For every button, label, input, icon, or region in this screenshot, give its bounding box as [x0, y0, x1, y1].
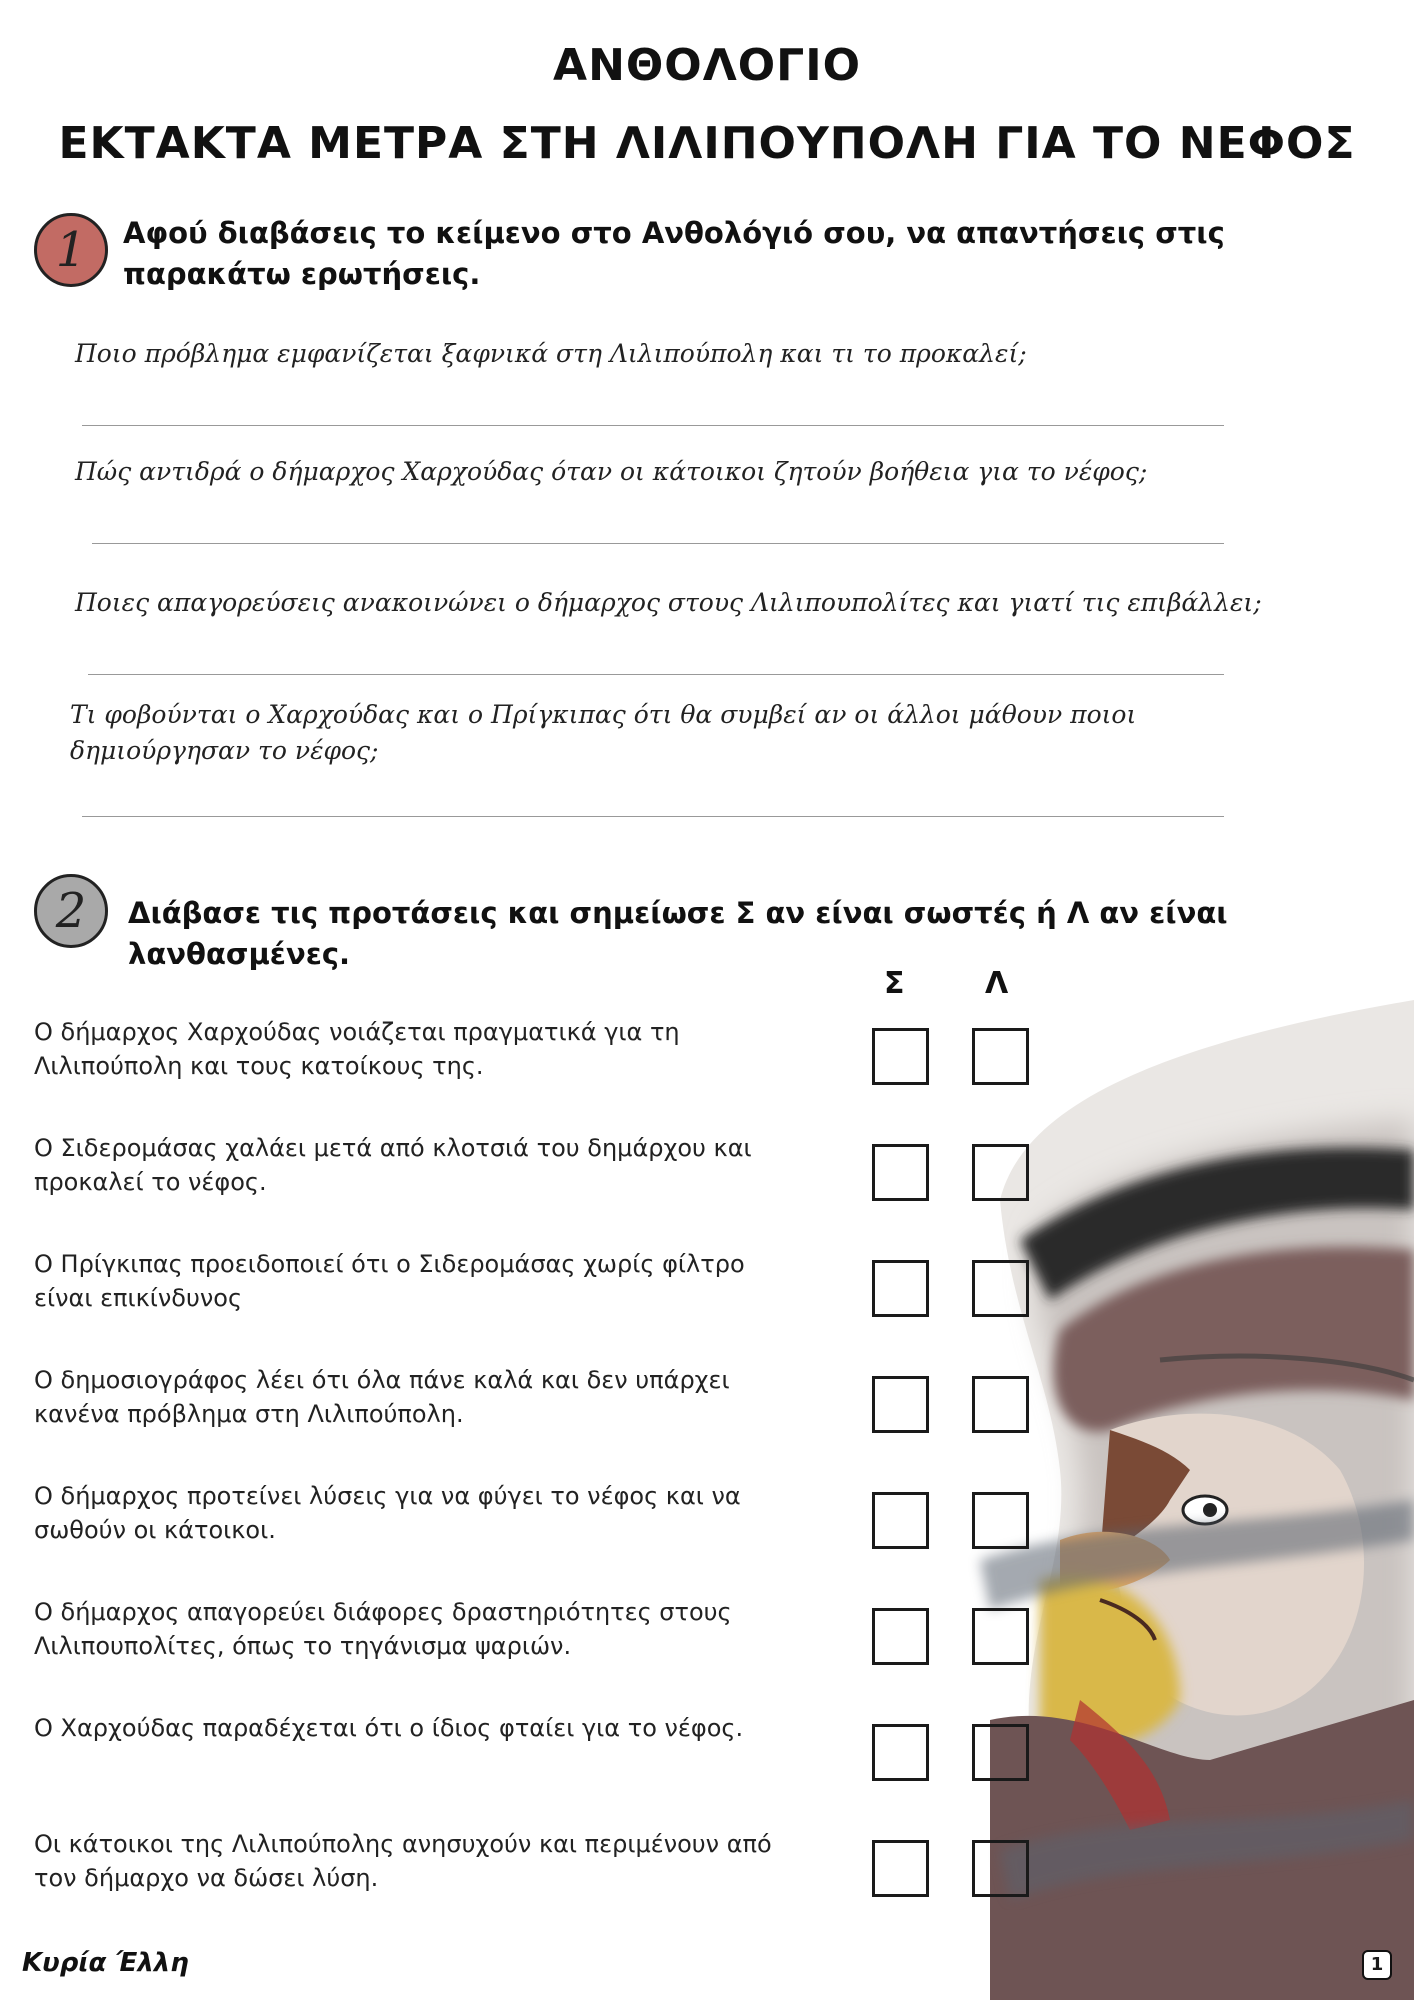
false-checkbox-7[interactable]: [972, 1724, 1029, 1781]
false-checkbox-2[interactable]: [972, 1144, 1029, 1201]
column-header-true: Σ: [884, 966, 905, 1001]
section-1-instruction: Αφού διαβάσεις το κείμενο στο Ανθολόγιό σου, να απαντήσεις στις παρακάτω ερωτήσεις.: [123, 216, 1225, 291]
answer-line-4[interactable]: [82, 816, 1224, 817]
statement-8: Οι κάτοικοι της Λιλιπούπολης ανησυχούν και περιμένουν από τον δήμαρχο να δώσει λύση.: [34, 1830, 772, 1892]
false-checkbox-3[interactable]: [972, 1260, 1029, 1317]
question-2: Πώς αντιδρά ο δήμαρχος Χαρχούδας όταν οι κάτοικοι ζητούν βοήθεια για το νέφος;: [75, 457, 1148, 486]
page-title: ΑΝΘΟΛΟΓΙΟ: [553, 40, 861, 91]
statement-3: Ο Πρίγκιπας προειδοποιεί ότι ο Σιδερομάσας χωρίς φίλτρο είναι επικίνδυνος: [34, 1250, 745, 1312]
false-checkbox-6[interactable]: [972, 1608, 1029, 1665]
section-2-instruction: Διάβασε τις προτάσεις και σημείωσε Σ αν είναι σωστές ή Λ αν είναι λανθασμένες.: [128, 896, 1228, 971]
answer-line-2[interactable]: [92, 543, 1224, 544]
statement-7: Ο Χαρχούδας παραδέχεται ότι ο ίδιος φταίει για το νέφος.: [34, 1714, 744, 1742]
true-checkbox-8[interactable]: [872, 1840, 929, 1897]
statement-1: Ο δήμαρχος Χαρχούδας νοιάζεται πραγματικά για τη Λιλιπούπολη και τους κατοίκους της.: [34, 1018, 680, 1080]
question-1: Ποιο πρόβλημα εμφανίζεται ξαφνικά στη Λιλιπούπολη και τι το προκαλεί;: [75, 339, 1027, 368]
true-checkbox-1[interactable]: [872, 1028, 929, 1085]
true-checkbox-7[interactable]: [872, 1724, 929, 1781]
false-checkbox-4[interactable]: [972, 1376, 1029, 1433]
false-checkbox-8[interactable]: [972, 1840, 1029, 1897]
section-1-number: 1: [55, 222, 87, 278]
page-subtitle: ΕΚΤΑΚΤΑ ΜΕΤΡΑ ΣΤΗ ΛΙΛΙΠΟΥΠΟΛΗ ΓΙΑ ΤΟ ΝΕΦΟΣ: [58, 118, 1356, 169]
statement-6: Ο δήμαρχος απαγορεύει διάφορες δραστηριότητες στους Λιλιπουπολίτες, όπως το τηγάνισμα ψαριών.: [34, 1598, 732, 1660]
true-checkbox-4[interactable]: [872, 1376, 929, 1433]
question-4: Τι φοβούνται ο Χαρχούδας και ο Πρίγκιπας ότι θα συμβεί αν οι άλλοι μάθουν ποιοι δημιούργησαν το νέφος;: [70, 700, 1137, 765]
statement-4: Ο δημοσιογράφος λέει ότι όλα πάνε καλά και δεν υπάρχει κανένα πρόβλημα στη Λιλιπούπολη.: [34, 1366, 730, 1428]
statement-5: Ο δήμαρχος προτείνει λύσεις για να φύγει το νέφος και να σωθούν οι κάτοικοι.: [34, 1482, 741, 1544]
true-checkbox-6[interactable]: [872, 1608, 929, 1665]
true-checkbox-3[interactable]: [872, 1260, 929, 1317]
false-checkbox-1[interactable]: [972, 1028, 1029, 1085]
section-2-number: 2: [55, 883, 87, 939]
section-2-number-badge: [34, 874, 108, 948]
column-header-false: Λ: [985, 966, 1009, 1001]
statement-2: Ο Σιδερομάσας χαλάει μετά από κλοτσιά του δημάρχου και προκαλεί το νέφος.: [34, 1134, 752, 1196]
answer-line-1[interactable]: [82, 425, 1224, 426]
section-1-number-badge: [34, 213, 108, 287]
question-3: Ποιες απαγορεύσεις ανακοινώνει ο δήμαρχος στους Λιλιπουπολίτες και γιατί τις επιβάλλει;: [75, 588, 1262, 617]
true-checkbox-2[interactable]: [872, 1144, 929, 1201]
answer-line-3[interactable]: [88, 674, 1224, 675]
false-checkbox-5[interactable]: [972, 1492, 1029, 1549]
true-checkbox-5[interactable]: [872, 1492, 929, 1549]
page-number: 1: [1362, 1950, 1392, 1980]
footer-author: Κυρία Έλλη: [22, 1948, 189, 1978]
